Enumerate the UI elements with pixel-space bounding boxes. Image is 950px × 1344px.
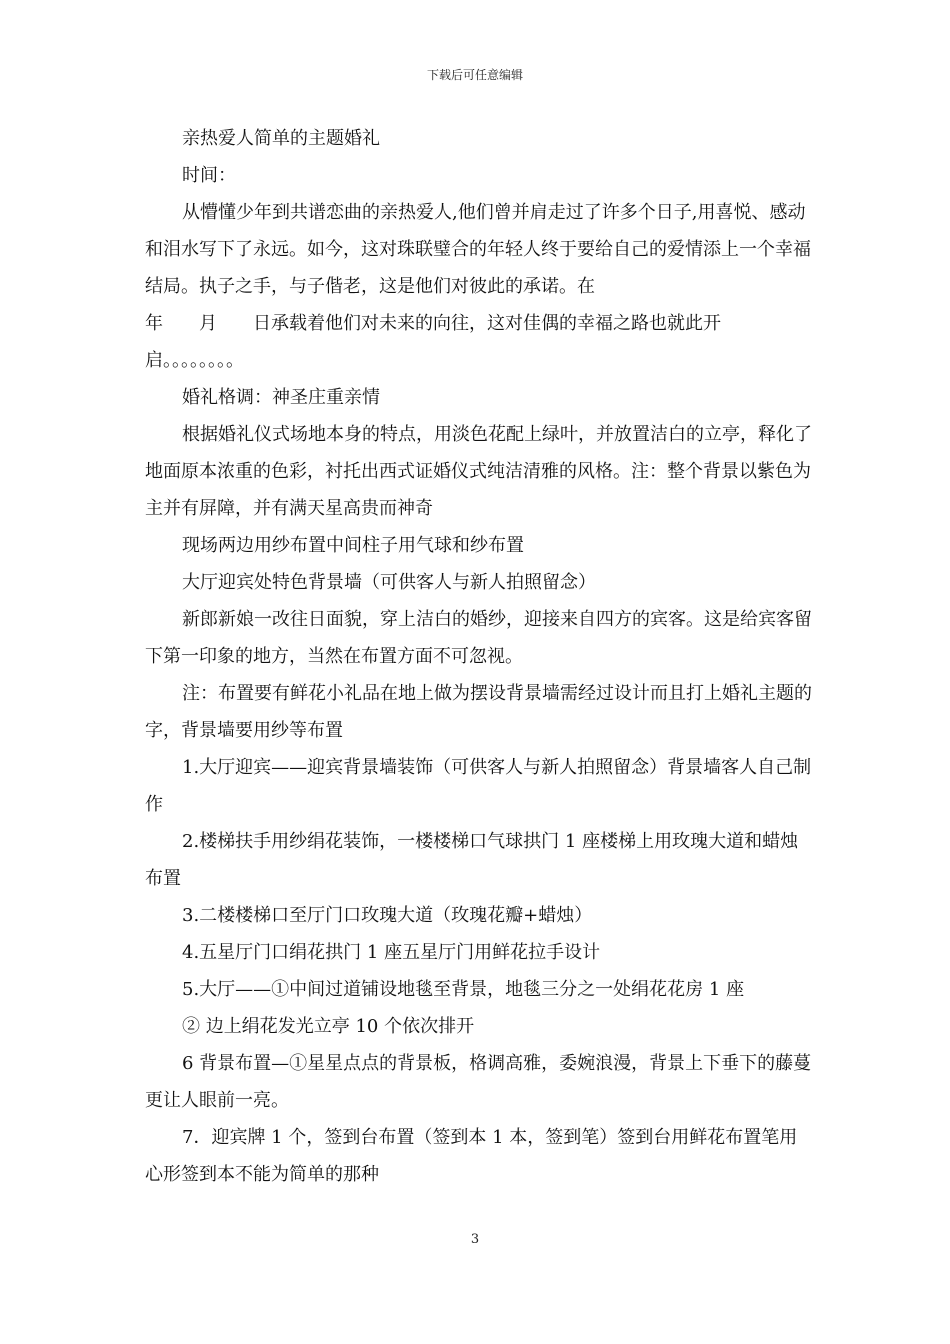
page-number: 3 (470, 1232, 480, 1247)
list-subitem: ② 边上绢花发光立亭 10 个依次排开 (182, 1016, 475, 1037)
date-paragraph: 年 月 日承载着他们对未来的向往，这对佳偶的幸福之路也就此开启。。。。。。。。 (145, 313, 721, 371)
couple-paragraph: 新郎新娘一改往日面貌，穿上洁白的婚纱，迎接来自四方的宾客。这是给宾客留下第一印象的地方，当然在布置方面不可忽视。 (145, 609, 812, 667)
document-body (145, 120, 815, 1193)
time-line: 时间： (182, 165, 236, 186)
intro-paragraph: 从懵懂少年到共谱恋曲的亲热爱人,他们曾并肩走过了许多个日子,用喜悦、感动和泪水写下了永远。如今，这对珠联璧合的年轻人终于要给自己的爱情添上一个幸福结局。执子之手，与子偕老，这是他们对彼此的承诺。在 (145, 202, 811, 297)
list-item: 1.大厅迎宾——迎宾背景墙装饰（可供客人与新人拍照留念）背景墙客人自己制作 (145, 757, 812, 815)
list-item: 2.楼梯扶手用纱绢花装饰，一楼楼梯口气球拱门 1 座楼梯上用玫瑰大道和蜡烛布置 (145, 831, 799, 889)
list-item: 6 背景布置—①星星点点的背景板，格调高雅，委婉浪漫，背景上下垂下的藤蔓更让人眼前一亮。 (145, 1053, 812, 1111)
decor-line: 现场两边用纱布置中间柱子用气球和纱布置 (182, 535, 524, 556)
list-item: 4.五星厅门口绢花拱门 1 座五星厅门用鲜花拉手设计 (182, 942, 601, 963)
document-title: 亲热爱人简单的主题婚礼 (182, 128, 380, 149)
hall-line: 大厅迎宾处特色背景墙（可供客人与新人拍照留念） (182, 572, 596, 593)
list-item: 5.大厅——①中间过道铺设地毯至背景，地毯三分之一处绢花花房 1 座 (182, 979, 745, 1000)
note-paragraph: 注：布置要有鲜花小礼品在地上做为摆设背景墙需经过设计而且打上婚礼主题的字，背景墙要用纱等布置 (145, 683, 812, 741)
page-header: 下载后可任意编辑 (426, 68, 523, 82)
venue-paragraph: 根据婚礼仪式场地本身的特点，用淡色花配上绿叶，并放置洁白的立亭，释化了地面原本浓重的色彩，衬托出西式证婚仪式纯洁清雅的风格。注：整个背景以紫色为主并有屏障，并有满天星高贵而神奇 (145, 424, 812, 519)
list-item: 7．迎宾牌 1 个，签到台布置（签到本 1 本，签到笔）签到台用鲜花布置笔用心形签到本不能为简单的那种 (145, 1127, 798, 1185)
list-item: 3.二楼楼梯口至厅门口玫瑰大道（玫瑰花瓣+蜡烛） (182, 905, 593, 926)
style-line: 婚礼格调：神圣庄重亲情 (182, 387, 380, 408)
